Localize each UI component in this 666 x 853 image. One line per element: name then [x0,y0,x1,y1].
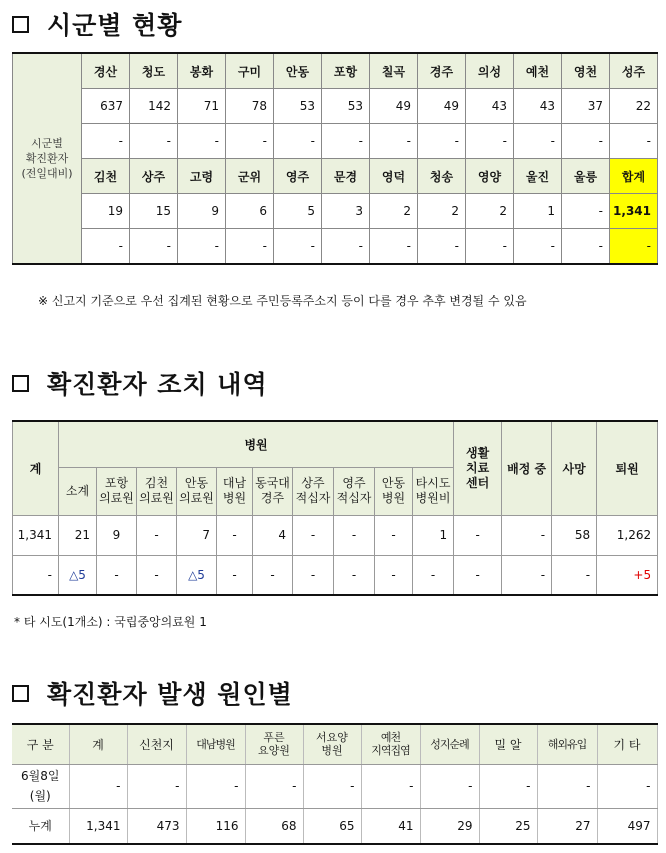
cell-value: 1 [413,515,454,555]
side-label: 시군별 확진환자 (전일대비) [13,53,82,264]
section1-title [12,6,182,42]
city-change: - [226,229,274,265]
cell-change: +5 [597,555,658,595]
city-change: - [130,229,178,265]
city-name: 봉화 [178,53,226,89]
cell-change: - [137,555,177,595]
city-count: 53 [274,89,322,124]
city-name: 의성 [466,53,514,89]
city-name: 경주 [418,53,466,89]
checkbox-square-icon [12,685,29,702]
sub-header: 타시도 병원비 [413,467,454,515]
cell-value: 21 [59,515,97,555]
city-name: 안동 [274,53,322,89]
city-change: - [562,124,610,159]
city-count: 49 [370,89,418,124]
section2-title-text: 확진환자 조치 내역 [47,370,268,399]
city-name: 군위 [226,159,274,194]
city-name: 울릉 [562,159,610,194]
col-header: 구 분 [12,724,69,764]
city-name: 경산 [82,53,130,89]
city-change: - [370,229,418,265]
city-name: 청도 [130,53,178,89]
cell-value: 9 [97,515,137,555]
cell-value: 497 [597,808,657,844]
total-change: - [610,229,658,265]
cell-value: 473 [127,808,186,844]
cell-value: 27 [537,808,597,844]
sub-header: 동국대 경주 [253,467,293,515]
city-change: - [610,124,658,159]
city-count: 19 [82,194,130,229]
cell-value: 29 [420,808,479,844]
col-header: 기 타 [597,724,657,764]
city-count: 22 [610,89,658,124]
cell-change: △5 [177,555,217,595]
cell-value: - [375,515,413,555]
header-waiting: 배정 중 [502,421,552,515]
city-name: 울진 [514,159,562,194]
cell-change: - [13,555,59,595]
col-header: 해외유입 [537,724,597,764]
col-header: 신천지 [127,724,186,764]
city-change: - [130,124,178,159]
city-change: - [226,124,274,159]
cell-change: - [413,555,454,595]
checkbox-square-icon [12,16,29,33]
city-name: 영양 [466,159,514,194]
city-change: - [418,229,466,265]
city-change: - [274,124,322,159]
city-change: - [514,124,562,159]
cell-total: 1,341 [13,515,59,555]
cell-value: - [293,515,334,555]
col-header: 푸른 요양원 [245,724,303,764]
cell-value: 41 [361,808,420,844]
cell-value: - [137,515,177,555]
col-header: 성지순례 [420,724,479,764]
cell-value: 25 [479,808,537,844]
city-change: - [82,124,130,159]
cell-value: - [186,764,245,808]
city-count: 53 [322,89,370,124]
city-change: - [514,229,562,265]
city-name: 청송 [418,159,466,194]
section3-title [12,675,293,711]
cell-change: - [552,555,597,595]
city-name: 상주 [130,159,178,194]
cell-change: - [375,555,413,595]
city-count: 3 [322,194,370,229]
col-header: 예천 지역집염 [361,724,420,764]
sub-header: 포항 의료원 [97,467,137,515]
city-count: 43 [466,89,514,124]
patient-action-table [12,420,658,596]
cell-value: - [69,764,127,808]
total-label: 합계 [610,159,658,194]
city-count: 71 [178,89,226,124]
cell-value: - [537,764,597,808]
city-count: 43 [514,89,562,124]
cell-change: - [454,555,502,595]
col-header: 계 [69,724,127,764]
city-count: 9 [178,194,226,229]
cell-value: 116 [186,808,245,844]
city-count: 142 [130,89,178,124]
city-change: - [274,229,322,265]
cell-change: - [97,555,137,595]
city-name: 포항 [322,53,370,89]
cell-value: - [454,515,502,555]
city-name: 영덕 [370,159,418,194]
cell-value: 1,341 [69,808,127,844]
row-label-day: 6월8일 (월) [12,764,69,808]
city-name: 구미 [226,53,274,89]
city-count: 78 [226,89,274,124]
header-discharge: 퇴원 [597,421,658,515]
cell-change: - [253,555,293,595]
city-name: 칠곡 [370,53,418,89]
sub-header: 안동 의료원 [177,467,217,515]
cell-value: 58 [552,515,597,555]
header-total: 계 [13,421,59,515]
cell-value: - [303,764,361,808]
city-change: - [562,229,610,265]
row-label-cumulative: 누계 [12,808,69,844]
col-header: 대남병원 [186,724,245,764]
cell-value: - [245,764,303,808]
city-change: - [82,229,130,265]
header-hospital: 병원 [59,421,454,467]
city-change: - [322,229,370,265]
sub-header: 김천 의료원 [137,467,177,515]
city-name: 성주 [610,53,658,89]
city-count: 2 [418,194,466,229]
city-count: - [562,194,610,229]
city-name: 예천 [514,53,562,89]
cell-change: - [217,555,253,595]
city-name: 고령 [178,159,226,194]
sub-header: 영주 적십자 [334,467,375,515]
city-count: 1 [514,194,562,229]
cell-value: - [217,515,253,555]
header-life-center: 생활 치료 센터 [454,421,502,515]
cell-value: - [597,764,657,808]
city-count: 49 [418,89,466,124]
col-header: 서요양 병원 [303,724,361,764]
cause-table [12,723,658,845]
cell-value: - [334,515,375,555]
section1-title-text: 시군별 현황 [47,11,183,40]
total-count: 1,341 [610,194,658,229]
city-count: 37 [562,89,610,124]
cell-value: 7 [177,515,217,555]
section2-note: * 타 시도(1개소) : 국립중앙의료원 1 [14,615,207,629]
city-name: 문경 [322,159,370,194]
city-count: 6 [226,194,274,229]
city-count: 15 [130,194,178,229]
city-change: - [466,124,514,159]
cell-change: △5 [59,555,97,595]
cell-value: - [420,764,479,808]
city-change: - [322,124,370,159]
sub-header: 소계 [59,467,97,515]
city-count: 2 [466,194,514,229]
city-count: 637 [82,89,130,124]
city-name: 영천 [562,53,610,89]
cell-value: - [479,764,537,808]
cell-value: 68 [245,808,303,844]
section2-title [12,365,268,401]
city-change: - [178,229,226,265]
cell-change: - [334,555,375,595]
cell-value: 4 [253,515,293,555]
col-header: 밀 알 [479,724,537,764]
cell-value: - [127,764,186,808]
city-count: 2 [370,194,418,229]
cell-change: - [293,555,334,595]
cell-change: - [502,555,552,595]
cell-value: - [502,515,552,555]
section1-note: ※ 신고지 기준으로 우선 집계된 현황으로 주민등록주소지 등이 다를 경우 추후 변경될 수 있음 [38,294,527,308]
section3-title-text: 확진환자 발생 원인별 [47,680,293,709]
city-change: - [178,124,226,159]
sub-header: 상주 적십자 [293,467,334,515]
header-death: 사망 [552,421,597,515]
city-name: 영주 [274,159,322,194]
city-status-table [12,52,658,265]
city-change: - [418,124,466,159]
checkbox-square-icon [12,375,29,392]
sub-header: 대남 병원 [217,467,253,515]
cell-value: 65 [303,808,361,844]
cell-value: 1,262 [597,515,658,555]
cell-value: - [361,764,420,808]
city-change: - [370,124,418,159]
city-name: 김천 [82,159,130,194]
city-change: - [466,229,514,265]
city-count: 5 [274,194,322,229]
sub-header: 안동 병원 [375,467,413,515]
